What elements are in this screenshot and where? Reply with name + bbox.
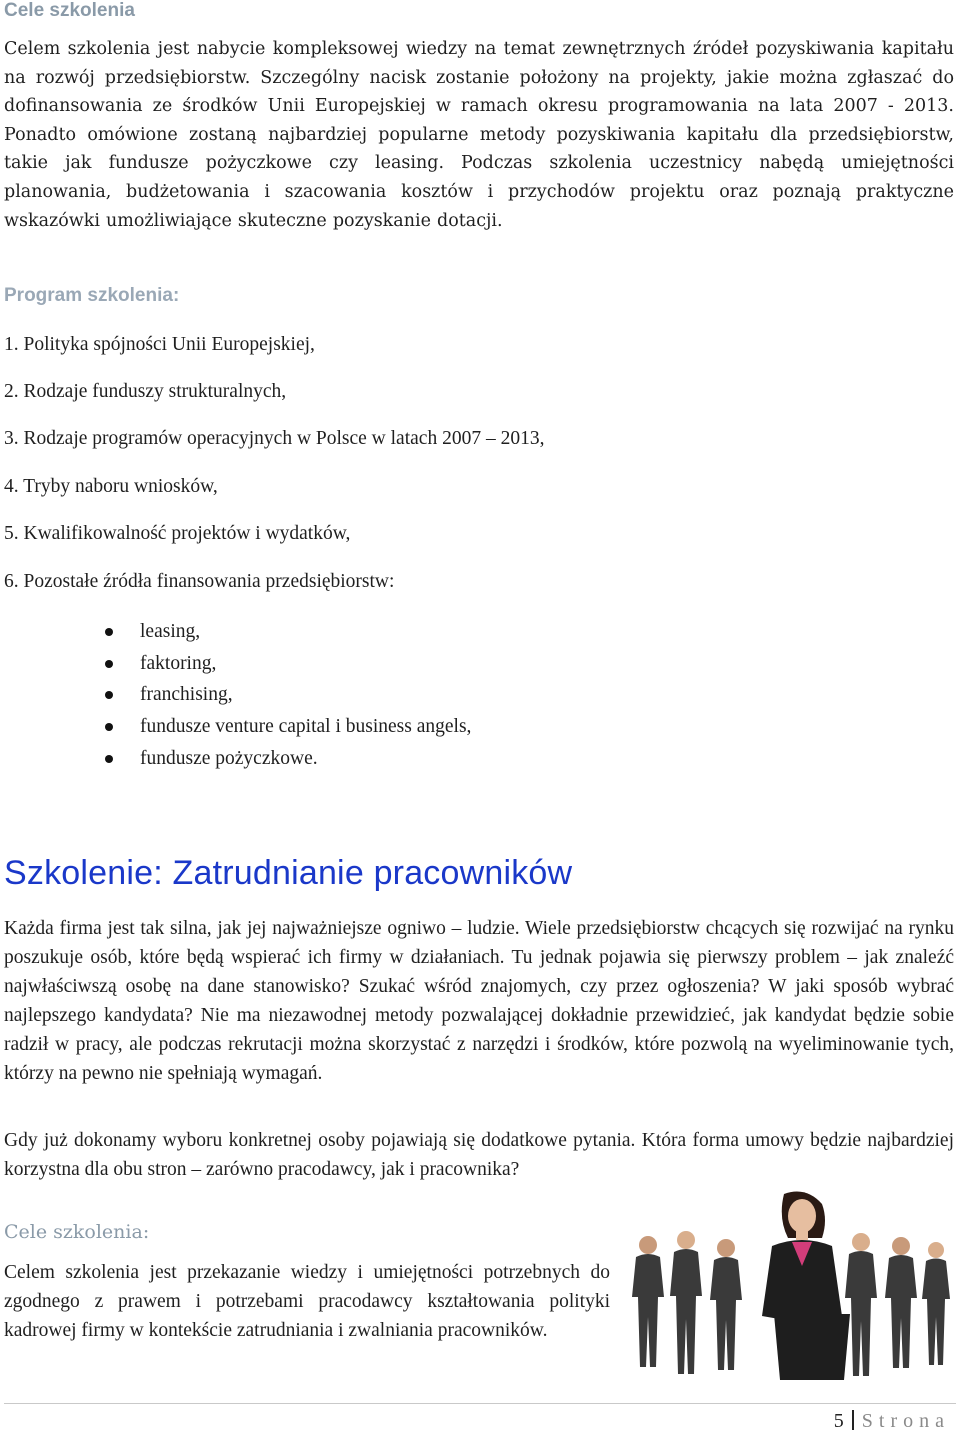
list-item: fundusze pożyczkowe. (105, 743, 471, 775)
program-item: 5. Kwalifikowalność projektów i wydatków, (4, 523, 351, 544)
page-number: 5 (833, 1410, 844, 1432)
footer-separator (852, 1410, 854, 1430)
program-item: 1. Polityka spójności Unii Europejskiej, (4, 334, 315, 355)
footer-label: Strona (861, 1410, 950, 1432)
bullet-icon (105, 660, 113, 668)
section-heading-goals-2: Cele szkolenia: (4, 1221, 150, 1243)
program-item: 6. Pozostałe źródła finansowania przedsiębiorstw: (4, 571, 395, 592)
employment-paragraph-1: Każda firma jest tak silna, jak jej najważniejsze ogniwo – ludzie. Wiele przedsiębiorstw chcących się rozwijać na rynku poszukuje osób, które będą wspierać ich firmy w działaniach. Tu jednak pojawia się pierwszy problem – jak znaleźć najwłaściwszą osobę na dane stanowisko? Szukać wśród znajomych, czy przez ogłoszenia? W jaki sposób wybrać najlepszego kandydata? Nie ma niezawodnej metody pozwalającej dokładnie przewidzieć, jak kandydat będzie sobie radził w pracy, ale podczas rekrutacji można skorzystać z narzędzi i środków, które pozwolą na wyeliminowanie tych, którzy na pewno nie spełniają wymagań. (4, 918, 954, 1084)
financing-sources-list (105, 616, 471, 774)
program-item: 2. Rodzaje funduszy strukturalnych, (4, 381, 287, 402)
list-item: fundusze venture capital i business angels, (105, 711, 471, 743)
bullet-icon (105, 755, 113, 763)
program-heading: Program szkolenia: (4, 285, 180, 306)
section-heading-goals: Cele szkolenia (4, 0, 135, 21)
footer-divider (4, 1403, 956, 1404)
business-team-photo (626, 1190, 956, 1380)
page-footer (834, 1410, 950, 1433)
bullet-icon (105, 628, 113, 636)
list-item: leasing, (105, 616, 471, 648)
program-item: 4. Tryby naboru wniosków, (4, 476, 218, 497)
list-item: franchising, (105, 679, 471, 711)
employment-paragraph-2: Gdy już dokonamy wyboru konkretnej osoby pojawiają się dodatkowe pytania. Która forma umowy będzie najbardziej korzystna dla obu stron – zarówno pracodawcy, jak i pracownika? (4, 1130, 954, 1180)
goals-paragraph: Celem szkolenia jest nabycie kompleksowej wiedzy na temat zewnętrznych źródeł pozyskiwania kapitału na rozwój przedsiębiorstw. Szczególny nacisk zostanie położony na projekty, jakie można zgłaszać do dofinansowania ze środków Unii Europejskiej w ramach okresu programowania na lata 2007 - 2013. Ponadto omówione zostaną najbardziej popularne metody pozyskiwania kapitału dla przedsiębiorstw, takie jak fundusze pożyczkowe czy leasing. Podczas szkolenia uczestnicy nabędą umiejętności planowania, budżetowania i szacowania kosztów i przychodów projektu oraz poznają praktyczne wskazówki umożliwiające skuteczne pozyskanie dotacji. (4, 39, 954, 231)
list-item: faktoring, (105, 648, 471, 680)
program-item: 3. Rodzaje programów operacyjnych w Polsce w latach 2007 – 2013, (4, 428, 545, 449)
bullet-icon (105, 691, 113, 699)
bullet-icon (105, 723, 113, 731)
goals-paragraph-2: Celem szkolenia jest przekazanie wiedzy i umiejętności potrzebnych do zgodnego z prawem i potrzebami pracodawcy kształtowania polityki kadrowej firmy w kontekście zatrudniania i zwalniania pracowników. (4, 1262, 610, 1341)
section-title: Szkolenie: Zatrudnianie pracowników (4, 854, 573, 892)
